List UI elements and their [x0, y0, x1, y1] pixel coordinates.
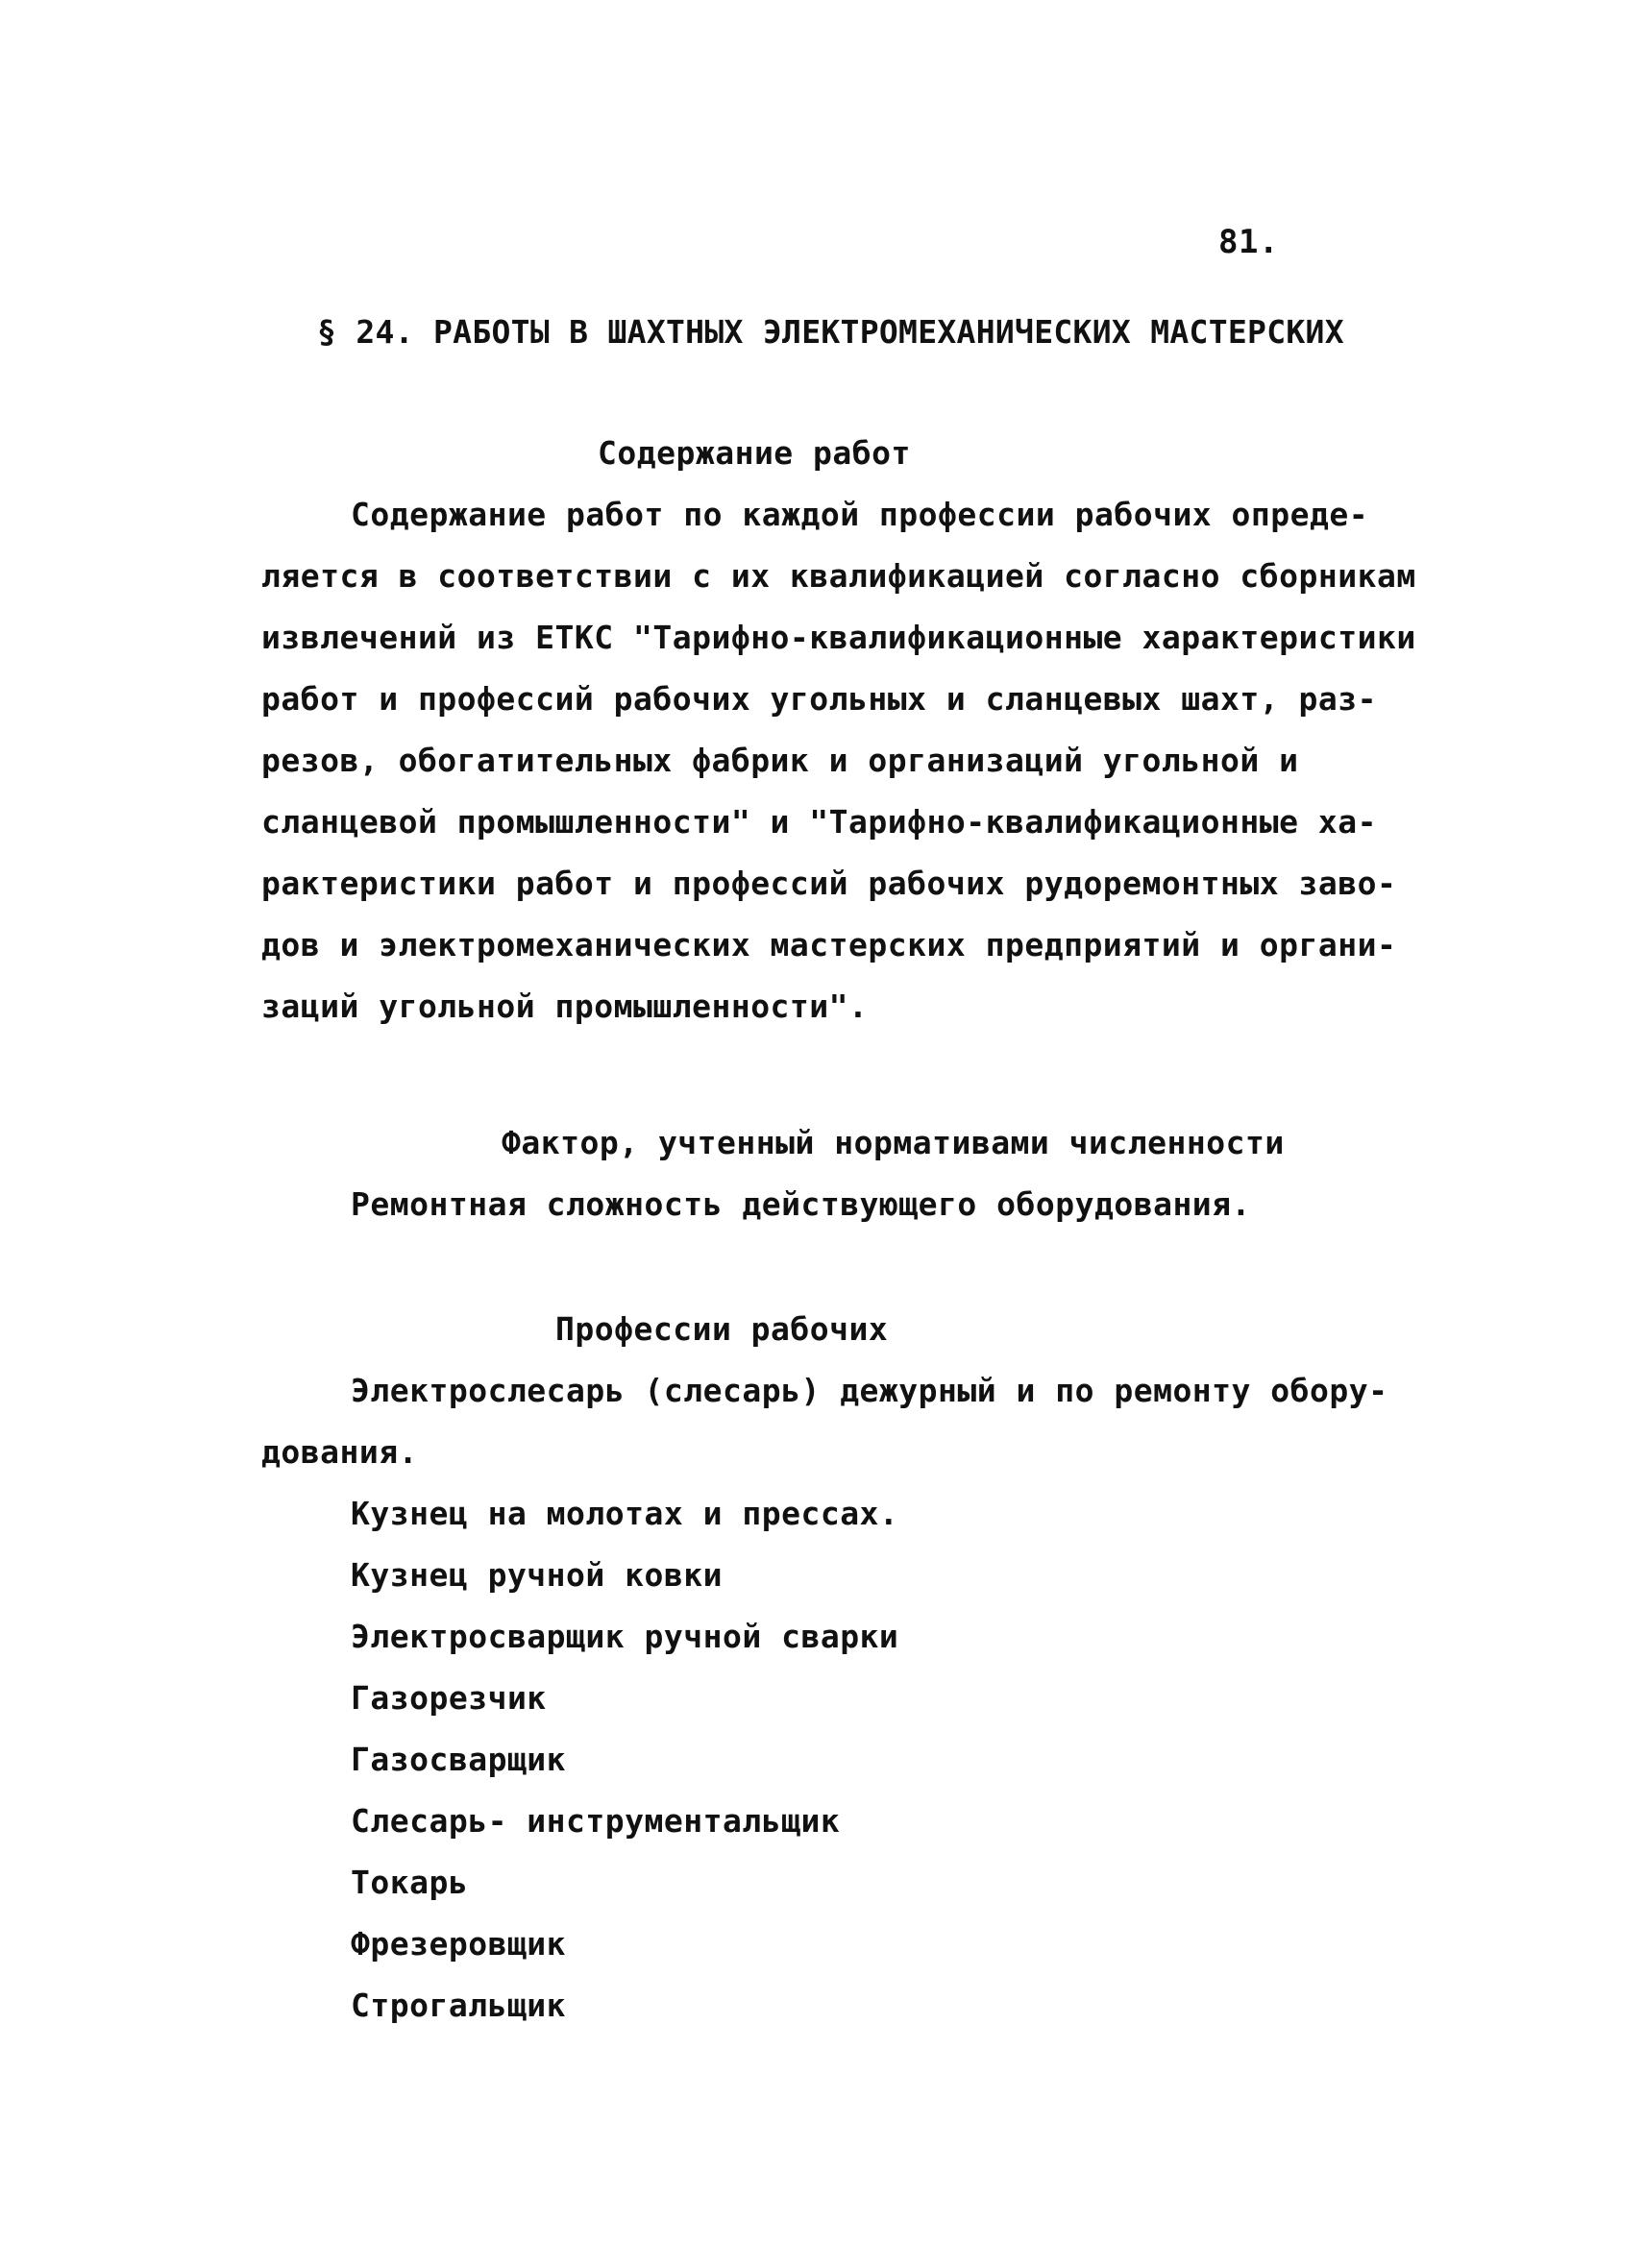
- content-line: работ и профессий рабочих угольных и сланцевых шахт, раз-: [261, 680, 1377, 718]
- content-line: дов и электромеханических мастерских предприятий и органи-: [261, 926, 1397, 963]
- profession-item: Фрезеровщик: [351, 1925, 567, 1963]
- profession-item: Строгальщик: [351, 1987, 567, 2024]
- profession-item: Кузнец на молотах и прессах.: [351, 1495, 899, 1532]
- content-heading: Содержание работ: [598, 434, 911, 472]
- profession-item: Токарь: [351, 1864, 469, 1901]
- factor-heading: Фактор, учтенный нормативами численности: [502, 1124, 1285, 1161]
- profession-item: Газосварщик: [351, 1741, 567, 1778]
- factor-text: Ремонтная сложность действующего оборудования.: [351, 1185, 1251, 1223]
- page-number: 81.: [1218, 223, 1279, 261]
- professions-intro-line: Электрослесарь (слесарь) дежурный и по ремонту обору-: [351, 1372, 1388, 1409]
- content-line: заций угольной промышленности".: [261, 988, 869, 1025]
- profession-item: Электросварщик ручной сварки: [351, 1618, 899, 1655]
- content-line: ляется в соответствии с их квалификацией согласно сборникам: [261, 557, 1416, 595]
- content-line: рактеристики работ и профессий рабочих рудоремонтных заво-: [261, 865, 1397, 902]
- content-line: извлечений из ЕТКС "Тарифно-квалификационные характеристики: [261, 619, 1416, 656]
- section-title: § 24. РАБОТЫ В ШАХТНЫХ ЭЛЕКТРОМЕХАНИЧЕСКИХ МАСТЕРСКИХ: [317, 313, 1344, 351]
- profession-item: Слесарь- инструментальщик: [351, 1802, 841, 1840]
- profession-item: Кузнец ручной ковки: [351, 1556, 723, 1594]
- professions-heading: Профессии рабочих: [555, 1310, 889, 1348]
- professions-intro-line: дования.: [261, 1433, 418, 1471]
- content-line: резов, обогатительных фабрик и организаций угольной и: [261, 742, 1299, 779]
- content-line: Содержание работ по каждой профессии рабочих опреде-: [351, 496, 1369, 533]
- profession-item: Газорезчик: [351, 1679, 547, 1717]
- content-line: сланцевой промышленности" и "Тарифно-квалификационные ха-: [261, 803, 1377, 841]
